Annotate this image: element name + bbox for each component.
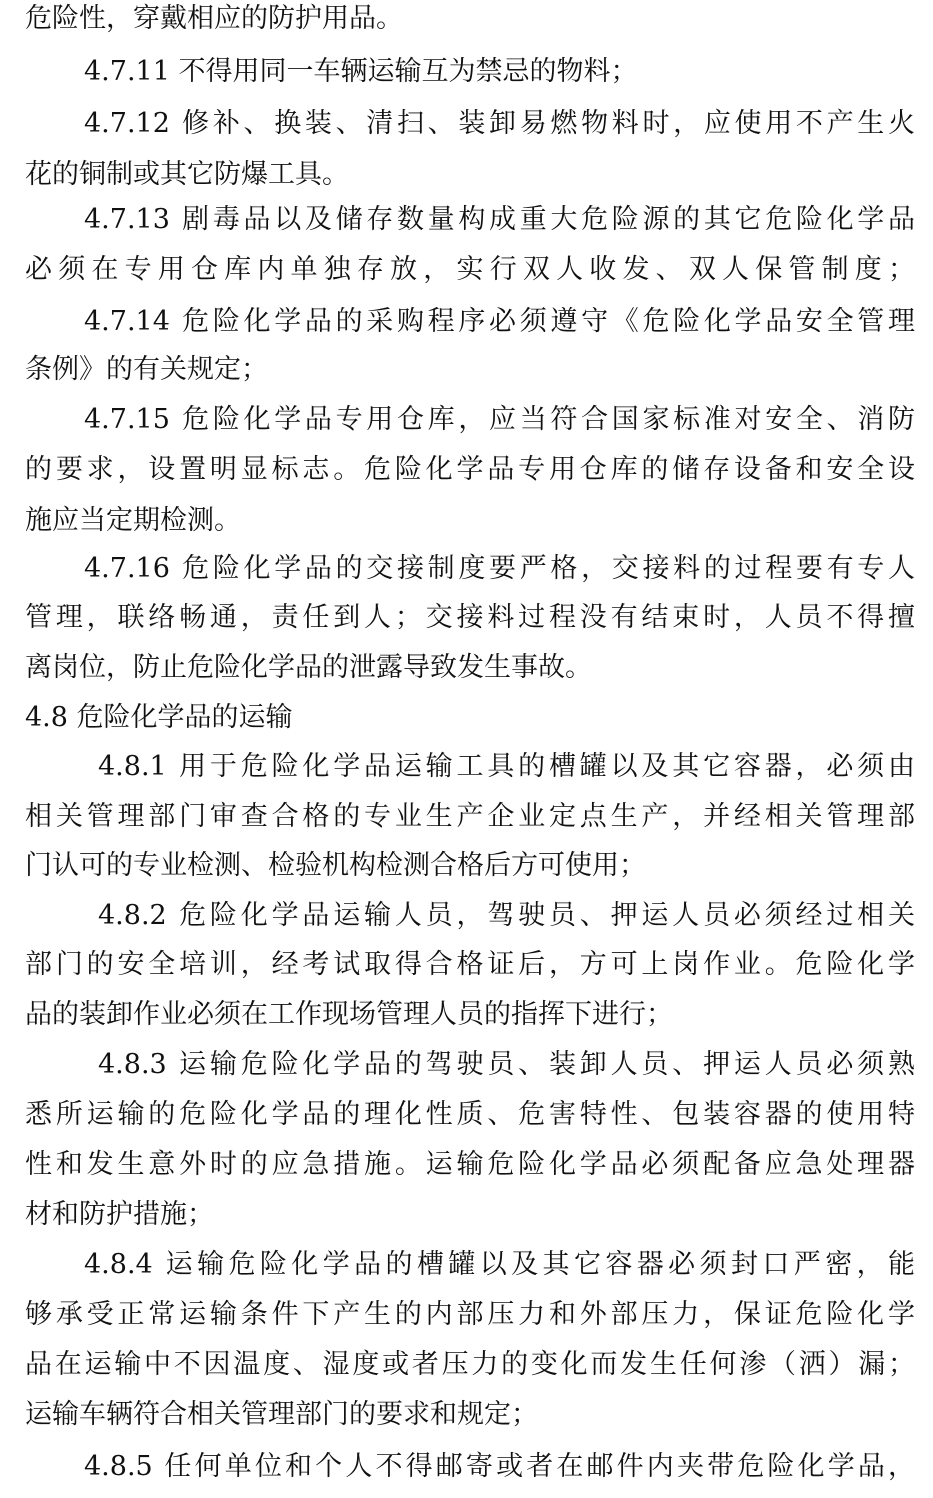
text-line: 相关管理部门审查合格的专业生产企业定点生产，并经相关管理部 <box>25 801 915 832</box>
text-line: 离岗位，防止危险化学品的泄露导致发生事故。 <box>25 652 592 683</box>
text-line: 花的铜制或其它防爆工具。 <box>25 159 349 190</box>
clause-4-8-1: 4.8.1 用于危险化学品运输工具的槽罐以及其它容器，必须由 <box>98 751 915 782</box>
clause-4-8-4: 4.8.4 运输危险化学品的槽罐以及其它容器必须封口严密，能 <box>84 1249 915 1280</box>
text-line: 管理，联络畅通，责任到人；交接料过程没有结束时，人员不得擅 <box>25 602 915 633</box>
clause-4-7-13: 4.7.13 剧毒品以及储存数量构成重大危险源的其它危险化学品 <box>84 204 915 235</box>
text-line: 够承受正常运输条件下产生的内部压力和外部压力，保证危险化学 <box>25 1299 915 1330</box>
clause-4-8-5: 4.8.5 任何单位和个人不得邮寄或者在邮件内夹带危险化学品， <box>84 1451 915 1482</box>
text-line: 运输车辆符合相关管理部门的要求和规定； <box>25 1399 538 1430</box>
text-line: 悉所运输的危险化学品的理化性质、危害特性、包装容器的使用特 <box>25 1099 915 1130</box>
clause-4-7-11: 4.7.11 不得用同一车辆运输互为禁忌的物料； <box>84 56 638 87</box>
text-line: 的要求，设置明显标志。危险化学品专用仓库的储存设备和安全设 <box>25 454 915 485</box>
section-heading-4-8: 4.8 危险化学品的运输 <box>25 702 293 733</box>
text-line: 条例》的有关规定； <box>25 354 268 385</box>
text-line: 部门的安全培训，经考试取得合格证后，方可上岗作业。危险化学 <box>25 949 915 980</box>
clause-4-8-2: 4.8.2 危险化学品运输人员，驾驶员、押运人员必须经过相关 <box>98 900 915 931</box>
text-line: 材和防护措施； <box>25 1199 214 1230</box>
text-line: 门认可的专业检测、检验机构检测合格后方可使用； <box>25 850 646 881</box>
clause-4-8-3: 4.8.3 运输危险化学品的驾驶员、装卸人员、押运人员必须熟 <box>98 1049 915 1080</box>
text-line: 危险性，穿戴相应的防护用品。 <box>25 3 403 34</box>
clause-4-7-15: 4.7.15 危险化学品专用仓库，应当符合国家标准对安全、消防 <box>84 404 915 435</box>
clause-4-7-14: 4.7.14 危险化学品的采购程序必须遵守《危险化学品安全管理 <box>84 306 915 337</box>
clause-4-7-12: 4.7.12 修补、换装、清扫、装卸易燃物料时，应使用不产生火 <box>84 108 915 139</box>
text-line: 品在运输中不因温度、湿度或者压力的变化而发生任何渗（洒）漏； <box>25 1349 915 1380</box>
text-line: 品的装卸作业必须在工作现场管理人员的指挥下进行； <box>25 999 673 1030</box>
clause-4-7-16: 4.7.16 危险化学品的交接制度要严格，交接料的过程要有专人 <box>84 553 915 584</box>
text-line: 必须在专用仓库内单独存放，实行双人收发、双人保管制度； <box>25 254 915 285</box>
text-line: 施应当定期检测。 <box>25 505 241 536</box>
text-line: 性和发生意外时的应急措施。运输危险化学品必须配备应急处理器 <box>25 1149 915 1180</box>
